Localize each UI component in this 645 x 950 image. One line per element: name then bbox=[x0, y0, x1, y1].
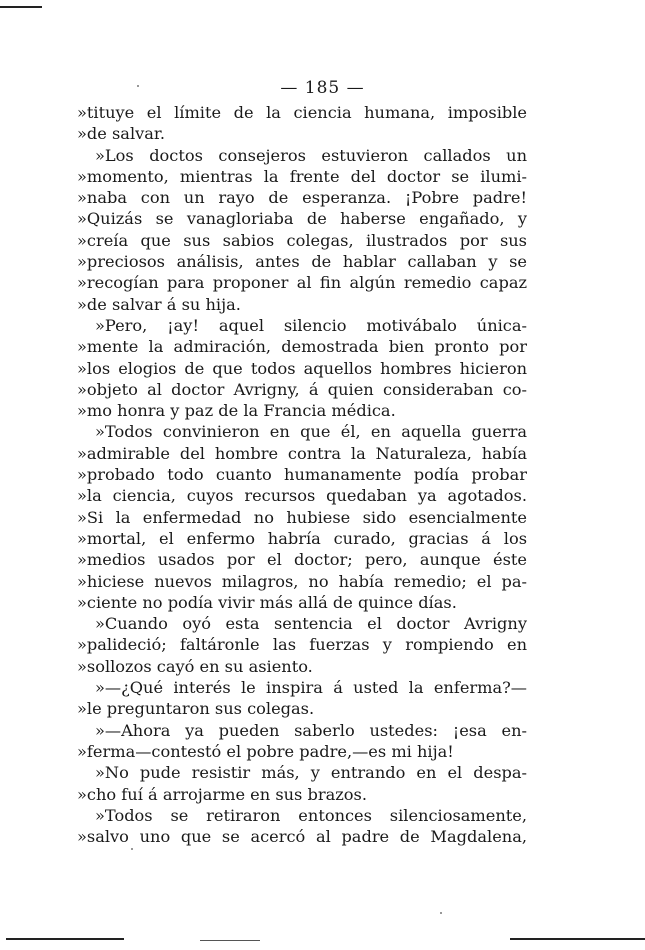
text-line: »cho fuí á arrojarme en sus brazos. bbox=[77, 784, 367, 804]
bottom-edge-rule-right bbox=[510, 938, 645, 940]
text-line: »la ciencia, cuyos recursos quedaban ya agotados. bbox=[77, 486, 527, 506]
text-line: »objeto al doctor Avrigny, á quien consideraban co- bbox=[77, 379, 527, 399]
top-edge-rule bbox=[0, 6, 42, 8]
text-line: »de salvar á su hija. bbox=[77, 294, 241, 314]
body-text bbox=[77, 102, 527, 847]
text-line: »Todos se retiraron entonces silenciosamente, bbox=[95, 805, 527, 825]
text-line: »le preguntaron sus colegas. bbox=[77, 699, 315, 719]
text-line: »sollozos cayó en su asiento. bbox=[77, 656, 313, 676]
text-line: »momento, mientras la frente del doctor se ilumi- bbox=[77, 166, 527, 186]
text-line: »Quizás se vanagloriaba de haberse engañado, y bbox=[77, 209, 527, 229]
scan-speck bbox=[440, 912, 442, 914]
text-line: »probado todo cuanto humanamente podía probar bbox=[77, 465, 527, 485]
text-line: »palideció; faltáronle las fuerzas y rompiendo en bbox=[77, 635, 527, 655]
text-line: »ciente no podía vivir más allá de quince días. bbox=[77, 592, 457, 612]
text-line: »hiciese nuevos milagros, no había remedio; el pa- bbox=[77, 571, 527, 591]
text-line: »tituye el límite de la ciencia humana, imposible bbox=[77, 103, 527, 122]
text-line: »de salvar. bbox=[77, 124, 166, 144]
text-line: »creía que sus sabios colegas, ilustrados por sus bbox=[77, 230, 527, 250]
text-line: »ferma—contestó el pobre padre,—es mi hija! bbox=[77, 741, 454, 761]
text-line: »admirable del hombre contra la Naturaleza, había bbox=[77, 443, 527, 463]
text-line: »—¿Qué interés le inspira á usted la enferma?— bbox=[95, 678, 527, 698]
text-line: »preciosos análisis, antes de hablar callaban y se bbox=[77, 252, 527, 272]
text-line: »mortal, el enfermo habría curado, gracias á los bbox=[77, 528, 527, 548]
text-line: »recogían para proponer al fin algún remedio capaz bbox=[77, 273, 527, 293]
text-line: »mo honra y paz de la Francia médica. bbox=[77, 401, 396, 421]
text-line: »Pero, ¡ay! aquel silencio motivábalo única- bbox=[95, 315, 527, 335]
text-line: »Cuando oyó esta sentencia el doctor Avrigny bbox=[95, 614, 527, 634]
text-line: »salvo uno que se acercó al padre de Magdalena, bbox=[77, 827, 527, 847]
text-line: »Todos convinieron en que él, en aquella guerra bbox=[95, 422, 527, 442]
text-line: »los elogios de que todos aquellos hombres hicieron bbox=[77, 358, 527, 378]
text-line: »No pude resistir más, y entrando en el despa- bbox=[95, 763, 527, 783]
bottom-edge-rule-left bbox=[6, 938, 124, 940]
text-line: »Si la enfermedad no hubiese sido esencialmente bbox=[77, 507, 527, 527]
text-line: »—Ahora ya pueden saberlo ustedes: ¡esa en- bbox=[95, 720, 527, 740]
text-line: »mente la admiración, demostrada bien pronto por bbox=[77, 337, 527, 357]
scan-speck bbox=[131, 848, 133, 850]
text-line: »medios usados por el doctor; pero, aunque éste bbox=[77, 550, 527, 570]
text-line: »Los doctos consejeros estuvieron callados un bbox=[95, 145, 527, 165]
scan-speck bbox=[137, 85, 139, 87]
page-number: — 185 — bbox=[280, 78, 365, 98]
bottom-edge-rule-middle bbox=[200, 940, 260, 941]
text-line: »naba con un rayo de esperanza. ¡Pobre padre! bbox=[77, 188, 527, 208]
